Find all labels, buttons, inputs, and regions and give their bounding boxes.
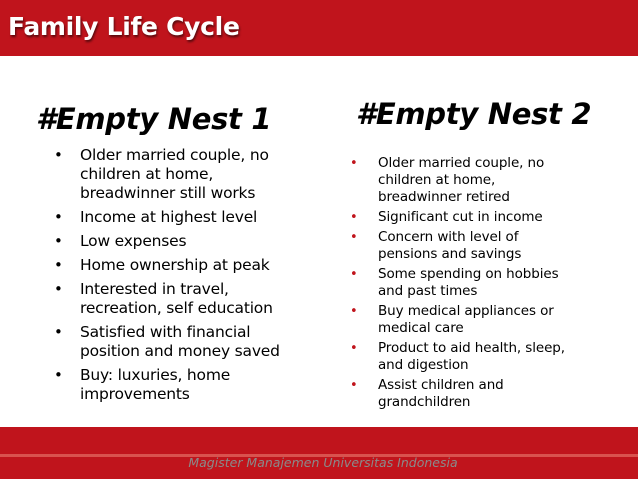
list-item	[350, 209, 620, 226]
list-item	[350, 229, 620, 263]
bullet-icon: •	[54, 280, 63, 298]
bullet-icon: •	[54, 208, 63, 226]
list-item	[350, 303, 620, 337]
list-item	[350, 377, 620, 411]
list-item-text: Concern with level of pensions and savings	[378, 229, 522, 262]
list-item	[54, 146, 324, 203]
list-item	[54, 366, 324, 404]
list-item	[54, 256, 324, 275]
list-item	[54, 232, 324, 251]
list-item-text: Satisfied with financial position and money saved	[80, 323, 280, 360]
list-item	[350, 155, 620, 206]
bullet-icon: •	[54, 256, 63, 274]
bullet-icon: •	[350, 341, 358, 356]
title-bar	[0, 0, 638, 56]
list-item-text: Interested in travel, recreation, self education	[80, 280, 273, 317]
bullet-icon: •	[54, 323, 63, 341]
empty-nest-1-heading: #Empty Nest 1	[36, 102, 272, 136]
bullet-icon: •	[54, 146, 63, 164]
bullet-icon: •	[54, 232, 63, 250]
list-item-text: Low expenses	[80, 232, 187, 250]
list-item-text: Buy: luxuries, home improvements	[80, 366, 231, 403]
list-item-text: Older married couple, no children at home, breadwinner retired	[378, 155, 545, 205]
list-item-text: Product to aid health, sleep, and digestion	[378, 340, 565, 373]
bullet-icon: •	[350, 156, 358, 171]
list-item	[54, 323, 324, 361]
list-item	[54, 208, 324, 227]
bullet-icon: •	[350, 230, 358, 245]
list-item	[350, 340, 620, 374]
list-item	[54, 280, 324, 318]
list-item-text: Income at highest level	[80, 208, 258, 226]
empty-nest-2-list	[350, 155, 620, 414]
list-item-text: Buy medical appliances or medical care	[378, 303, 554, 336]
footer-bar	[0, 427, 638, 479]
list-item-text: Home ownership at peak	[80, 256, 270, 274]
bullet-icon: •	[350, 210, 358, 225]
empty-nest-1-list	[54, 146, 324, 409]
slide-title: Family Life Cycle	[8, 12, 240, 41]
list-item-text: Older married couple, no children at home, breadwinner still works	[80, 146, 269, 202]
list-item-text: Significant cut in income	[378, 209, 543, 225]
list-item-text: Assist children and grandchildren	[378, 377, 504, 410]
bullet-icon: •	[350, 304, 358, 319]
bullet-icon: •	[350, 267, 358, 282]
bullet-icon: •	[350, 378, 358, 393]
empty-nest-2-heading: #Empty Nest 2	[356, 97, 592, 131]
list-item	[350, 266, 620, 300]
footer-institution-text: Magister Manajemen Universitas Indonesia	[188, 455, 458, 470]
list-item-text: Some spending on hobbies and past times	[378, 266, 559, 299]
bullet-icon: •	[54, 366, 63, 384]
